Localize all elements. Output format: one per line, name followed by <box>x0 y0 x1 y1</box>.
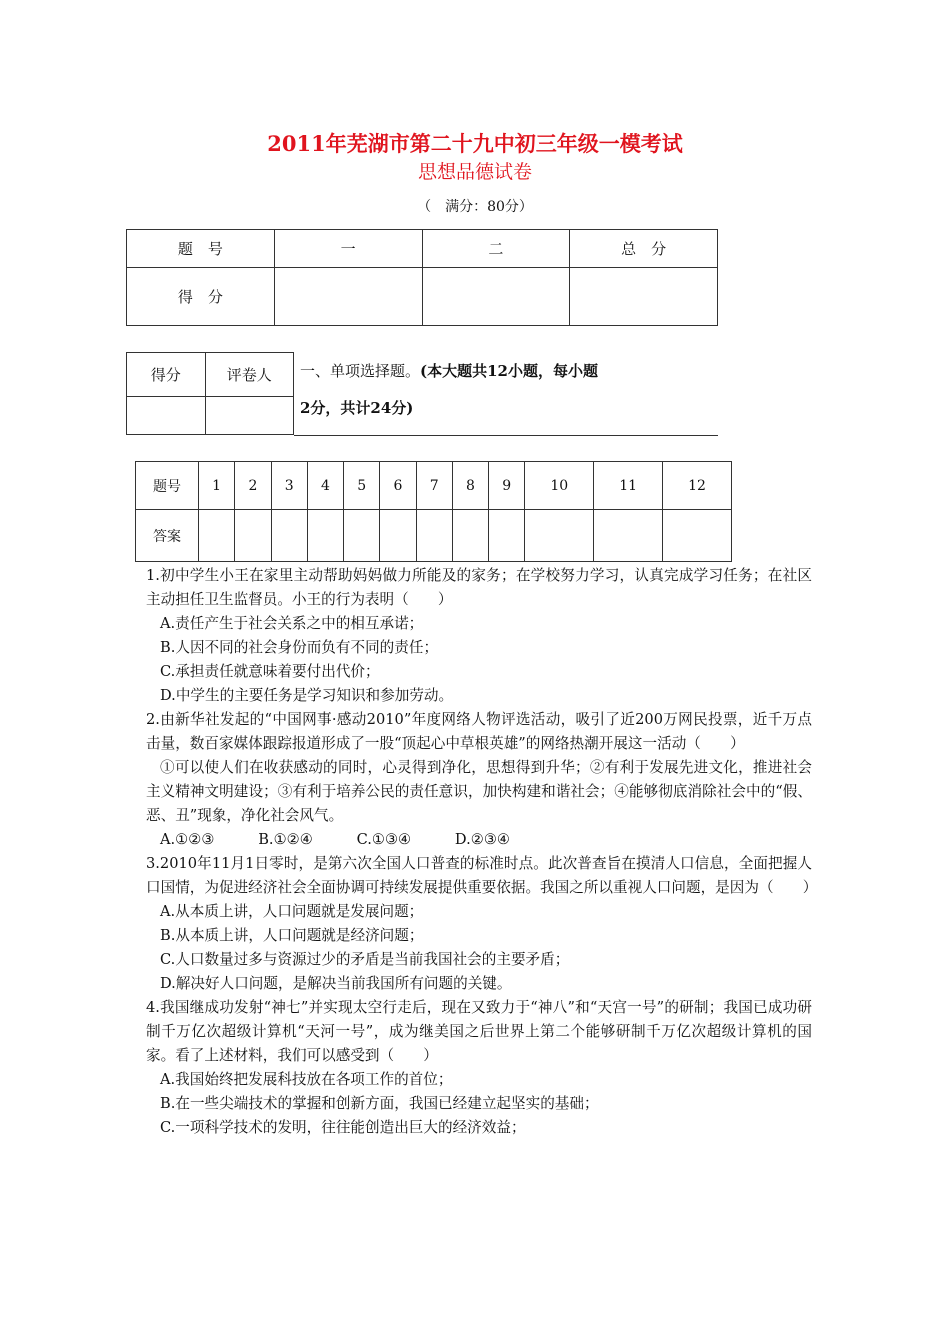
score-header-part2: 二 <box>422 230 570 268</box>
answer-cell <box>307 510 343 562</box>
section-heading-line2 <box>300 397 413 418</box>
grader-score-cell <box>127 397 206 435</box>
option: D.中学生的主要任务是学习知识和参加劳动。 <box>160 687 454 704</box>
exam-subtitle: 思想品德试卷 <box>417 161 532 183</box>
section-note-1: (本大题共12小题，每小题 <box>420 362 598 380</box>
option-row: A.①②③ B.①②④ C.①③④ D.②③④ <box>160 831 510 848</box>
questions-body <box>146 564 818 1140</box>
score-cell <box>422 268 570 326</box>
question-number: 1 <box>199 462 235 510</box>
option: A.从本质上讲，人口问题就是发展问题； <box>160 903 424 920</box>
answer-cell <box>235 510 271 562</box>
option: A.我国始终把发展科技放在各项工作的首位； <box>160 1071 453 1088</box>
answer-cell <box>452 510 488 562</box>
question-number: 9 <box>489 462 525 510</box>
score-header-number: 题 号 <box>127 230 275 268</box>
full-marks: （ 满分：80分） <box>417 199 533 215</box>
answer-cell <box>525 510 594 562</box>
question-number: 3 <box>271 462 307 510</box>
option: B.人因不同的社会身份而负有不同的责任； <box>160 639 439 656</box>
question-number: 4 <box>307 462 343 510</box>
answer-cell <box>594 510 663 562</box>
question-number: 5 <box>344 462 380 510</box>
question-stem: 1.初中学生小王在家里主动帮助妈妈做力所能及的家务；在学校努力学习，认真完成学习任务；在社区主动担任卫生监督员。小王的行为表明（ ） <box>146 567 812 608</box>
exam-title: 2011年芜湖市第二十九中初三年级一模考试 <box>267 131 683 156</box>
section-heading <box>300 360 598 381</box>
score-row-label: 得 分 <box>127 268 275 326</box>
answer-row1-label: 题号 <box>136 462 199 510</box>
grader-name-cell <box>205 397 293 435</box>
grader-name-label: 评卷人 <box>205 353 293 397</box>
option: C.人口数量过多与资源过少的矛盾是当前我国社会的主要矛盾； <box>160 951 570 968</box>
section-note-2: 2分，共计24分) <box>300 399 414 417</box>
answer-cell <box>380 510 416 562</box>
score-header-total: 总 分 <box>570 230 718 268</box>
option: B.在一些尖端技术的掌握和创新方面，我国已经建立起坚实的基础； <box>160 1095 599 1112</box>
answer-cell <box>489 510 525 562</box>
score-cell <box>274 268 422 326</box>
answer-row2-label: 答案 <box>136 510 199 562</box>
answer-table <box>135 461 732 562</box>
question-number: 10 <box>525 462 594 510</box>
question-stem: 2.由新华社发起的“中国网事·感动2010”年度网络人物评选活动，吸引了近200万网民投票，近千万点击量，数百家媒体跟踪报道形成了一股“顶起心中草根英雄”的网络热潮开展这一活动（ ） <box>146 711 812 752</box>
question-stem: 3.2010年11月1日零时，是第六次全国人口普查的标准时点。此次普查旨在摸清人口信息，全面把握人口国情，为促进经济社会全面协调可持续发展提供重要依据。我国之所以重视人口问题，是因为（ ） <box>146 855 818 896</box>
question-number: 6 <box>380 462 416 510</box>
answer-cell <box>663 510 732 562</box>
section-title: 一、单项选择题。 <box>300 362 421 380</box>
score-header-part1: 一 <box>274 230 422 268</box>
option: B.从本质上讲，人口问题就是经济问题； <box>160 927 424 944</box>
question-number: 12 <box>663 462 732 510</box>
question-number: 2 <box>235 462 271 510</box>
option: C.一项科学技术的发明，往往能创造出巨大的经济效益； <box>160 1119 526 1136</box>
option: C.承担责任就意味着要付出代价； <box>160 663 380 680</box>
answer-cell <box>416 510 452 562</box>
answer-cell <box>199 510 235 562</box>
option: D.解决好人口问题，是解决当前我国所有问题的关键。 <box>160 975 512 992</box>
score-table <box>126 229 718 326</box>
answer-cell <box>271 510 307 562</box>
question-number: 11 <box>594 462 663 510</box>
grader-score-label: 得分 <box>127 353 206 397</box>
score-cell <box>570 268 718 326</box>
grader-table <box>126 352 294 435</box>
answer-cell <box>344 510 380 562</box>
question-number: 7 <box>416 462 452 510</box>
option: A.责任产生于社会关系之中的相互承诺； <box>160 615 424 632</box>
section-divider <box>294 435 718 436</box>
question-stem: 4.我国继成功发射“神七”并实现太空行走后，现在又致力于“神八”和“天宫一号”的研制；我国已成功研制千万亿次超级计算机“天河一号”，成为继美国之后世界上第二个能够研制千万亿次超级计算机的国家。看了上述材料，我们可以感受到（ ） <box>146 999 812 1064</box>
question-number: 8 <box>452 462 488 510</box>
question-statements: ①可以使人们在收获感动的同时，心灵得到净化，思想得到升华；②有利于发展先进文化，推进社会主义精神文明建设；③有利于培养公民的责任意识，加快构建和谐社会；④能够彻底消除社会中的“假、恶、丑”现象，净化社会风气。 <box>146 759 812 824</box>
